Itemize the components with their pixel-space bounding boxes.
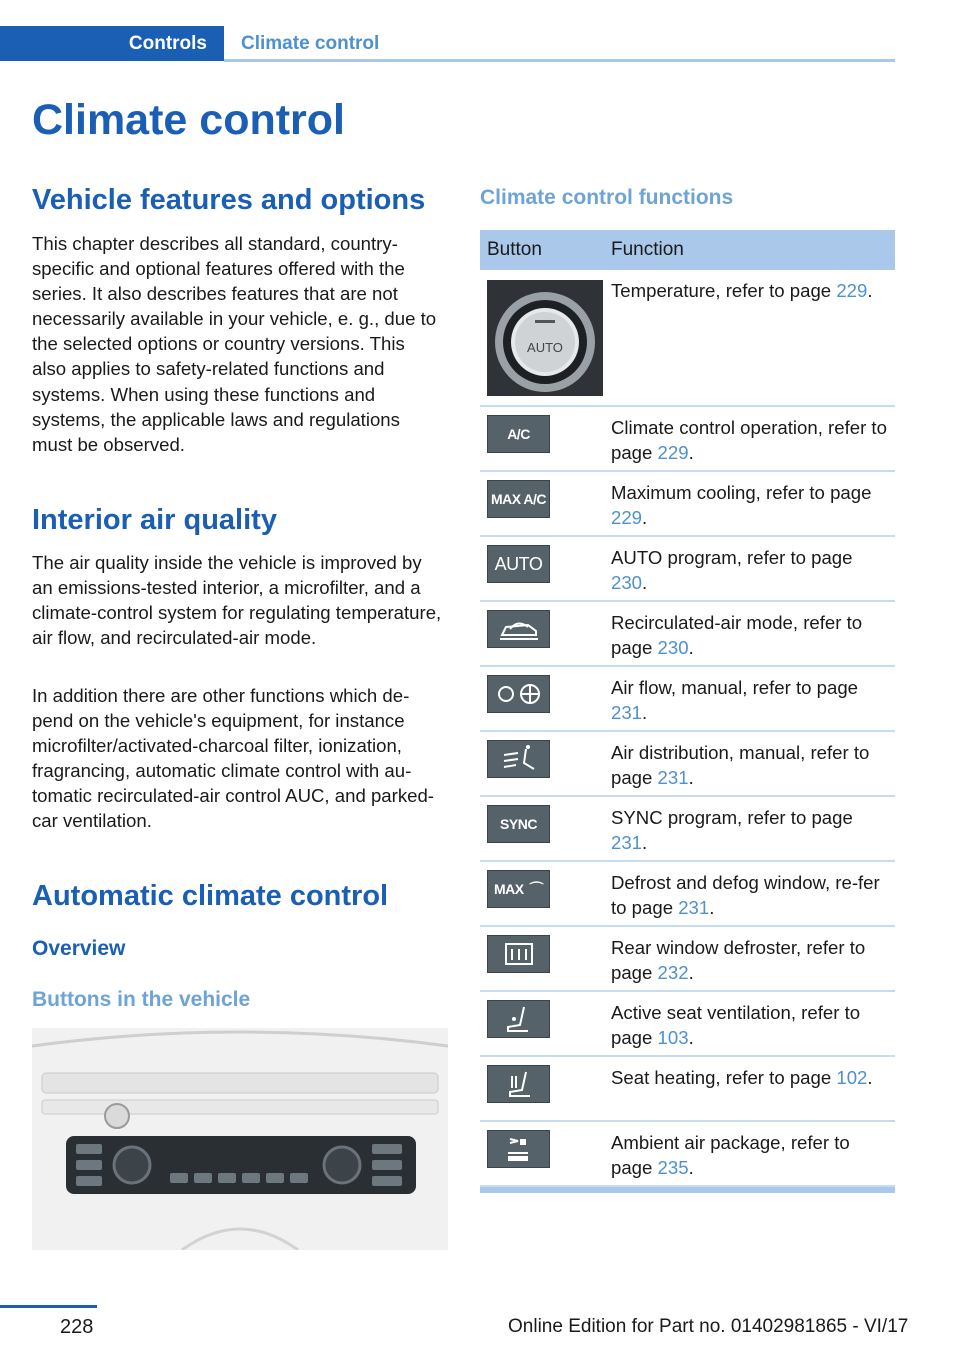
table-row xyxy=(480,407,895,472)
auto-button-icon: AUTO xyxy=(487,545,550,583)
vehicle-features-text: This chapter describes all standard, country-specific and optional features offered with the series. It also describes features that are not necessarily available in your vehicle, e. g., due to the selected options or country versions. This also applies to safety-related functions and systems. When using these functions and systems, the applicable laws and regulations must be observed. xyxy=(32,233,437,455)
table-row xyxy=(480,270,895,407)
page-link[interactable]: 231 xyxy=(611,702,643,724)
function-text: SYNC program, refer to page 231. xyxy=(611,807,853,854)
table-row xyxy=(480,992,895,1057)
header-subsection[interactable]: Climate control xyxy=(241,33,380,54)
buttons-in-vehicle-heading: Buttons in the vehicle xyxy=(32,988,251,1011)
function-text: Temperature, refer to page 229. xyxy=(611,280,873,301)
table-row xyxy=(480,537,895,602)
seat-heating-icon xyxy=(487,1065,550,1103)
page-link[interactable]: 235 xyxy=(657,1157,689,1179)
climate-functions-heading: Climate control functions xyxy=(480,186,734,209)
air-quality-heading: Interior air quality xyxy=(32,504,277,536)
rear-defroster-icon xyxy=(487,935,550,973)
function-text: Seat heating, refer to page 102. xyxy=(611,1067,873,1088)
air-distribution-icon xyxy=(487,740,550,778)
function-text: Defrost and defog window, re-fer to page 231. xyxy=(611,872,880,919)
air-quality-text-1: The air quality inside the vehicle is improved by an emissions-tested interior, a microfilter, and a climate-control system for regulating temperature, air flow, and recirculated-air mode. xyxy=(32,552,442,649)
function-text: Maximum cooling, refer to page 229. xyxy=(611,482,872,529)
edition-note: Online Edition for Part no. 01402981865 - VI/17 xyxy=(508,1316,909,1337)
page-link[interactable]: 102 xyxy=(836,1067,868,1088)
function-text: Air flow, manual, refer to page 231. xyxy=(611,677,859,724)
table-bottom-rule xyxy=(480,1187,895,1193)
table-row xyxy=(480,602,895,667)
table-row xyxy=(480,927,895,992)
page-link[interactable]: 229 xyxy=(657,442,689,464)
overview-heading: Overview xyxy=(32,937,126,960)
page-link[interactable]: 232 xyxy=(657,962,689,984)
page-link[interactable]: 230 xyxy=(611,572,643,594)
climate-panel-photo xyxy=(32,1028,448,1250)
page-link[interactable]: 229 xyxy=(836,280,868,301)
max-ac-button-icon: MAX A/C xyxy=(487,480,550,518)
function-text: Active seat ventilation, refer to page 103. xyxy=(611,1002,861,1049)
page-link[interactable]: 229 xyxy=(611,507,643,529)
page-link[interactable]: 231 xyxy=(657,767,689,789)
column-header-button: Button xyxy=(487,239,542,260)
header-rule xyxy=(224,59,895,62)
column-header-function: Function xyxy=(611,239,684,260)
table-header xyxy=(480,230,895,270)
table-row xyxy=(480,1057,895,1122)
fan-icon xyxy=(487,675,550,713)
table-row xyxy=(480,732,895,797)
recirculation-icon xyxy=(487,610,550,648)
page-link[interactable]: 103 xyxy=(657,1027,689,1049)
seat-ventilation-icon xyxy=(487,1000,550,1038)
function-text: Recirculated-air mode, refer to page 230. xyxy=(611,612,863,659)
table-row xyxy=(480,472,895,537)
page-number: 228 xyxy=(60,1316,94,1338)
windshield-icon: ⌒ xyxy=(529,881,543,897)
table-row xyxy=(480,667,895,732)
vehicle-features-heading: Vehicle features and options xyxy=(32,184,426,216)
sync-button-icon: SYNC xyxy=(487,805,550,843)
function-text: Climate control operation, refer to page 229. xyxy=(611,417,887,464)
function-text: Rear window defroster, refer to page 232. xyxy=(611,937,866,984)
table-row xyxy=(480,797,895,862)
max-defrost-icon: MAX ⌒ xyxy=(487,870,550,908)
page-link[interactable]: 231 xyxy=(678,897,710,919)
automatic-climate-heading: Automatic climate control xyxy=(32,880,389,912)
function-text: Air distribution, manual, refer to page 231. xyxy=(611,742,870,789)
climate-functions-table xyxy=(480,230,895,1193)
page-title: Climate control xyxy=(32,96,345,144)
auto-knob-icon xyxy=(487,280,603,396)
page-link[interactable]: 231 xyxy=(611,832,643,854)
air-quality-text-2: In addition there are other functions which de-pend on the vehicle's equipment, for instance microfilter/activated-charcoal filter, ionization, fragrancing, automatic climate control with au-tomatic recirculated-air control AUC, and parked-car ventilation. xyxy=(32,685,434,832)
header-section-tab[interactable]: Controls xyxy=(0,26,224,61)
page-link[interactable]: 230 xyxy=(657,637,689,659)
svg-text:AUTO: AUTO xyxy=(527,340,563,355)
table-row xyxy=(480,862,895,927)
page-header xyxy=(0,26,895,62)
ac-button-icon: A/C xyxy=(487,415,550,453)
function-text: Ambient air package, refer to page 235. xyxy=(611,1132,850,1179)
table-row xyxy=(480,1122,895,1187)
ambient-air-icon xyxy=(487,1130,550,1168)
footer-rule xyxy=(0,1305,97,1308)
function-text: AUTO program, refer to page 230. xyxy=(611,547,853,594)
